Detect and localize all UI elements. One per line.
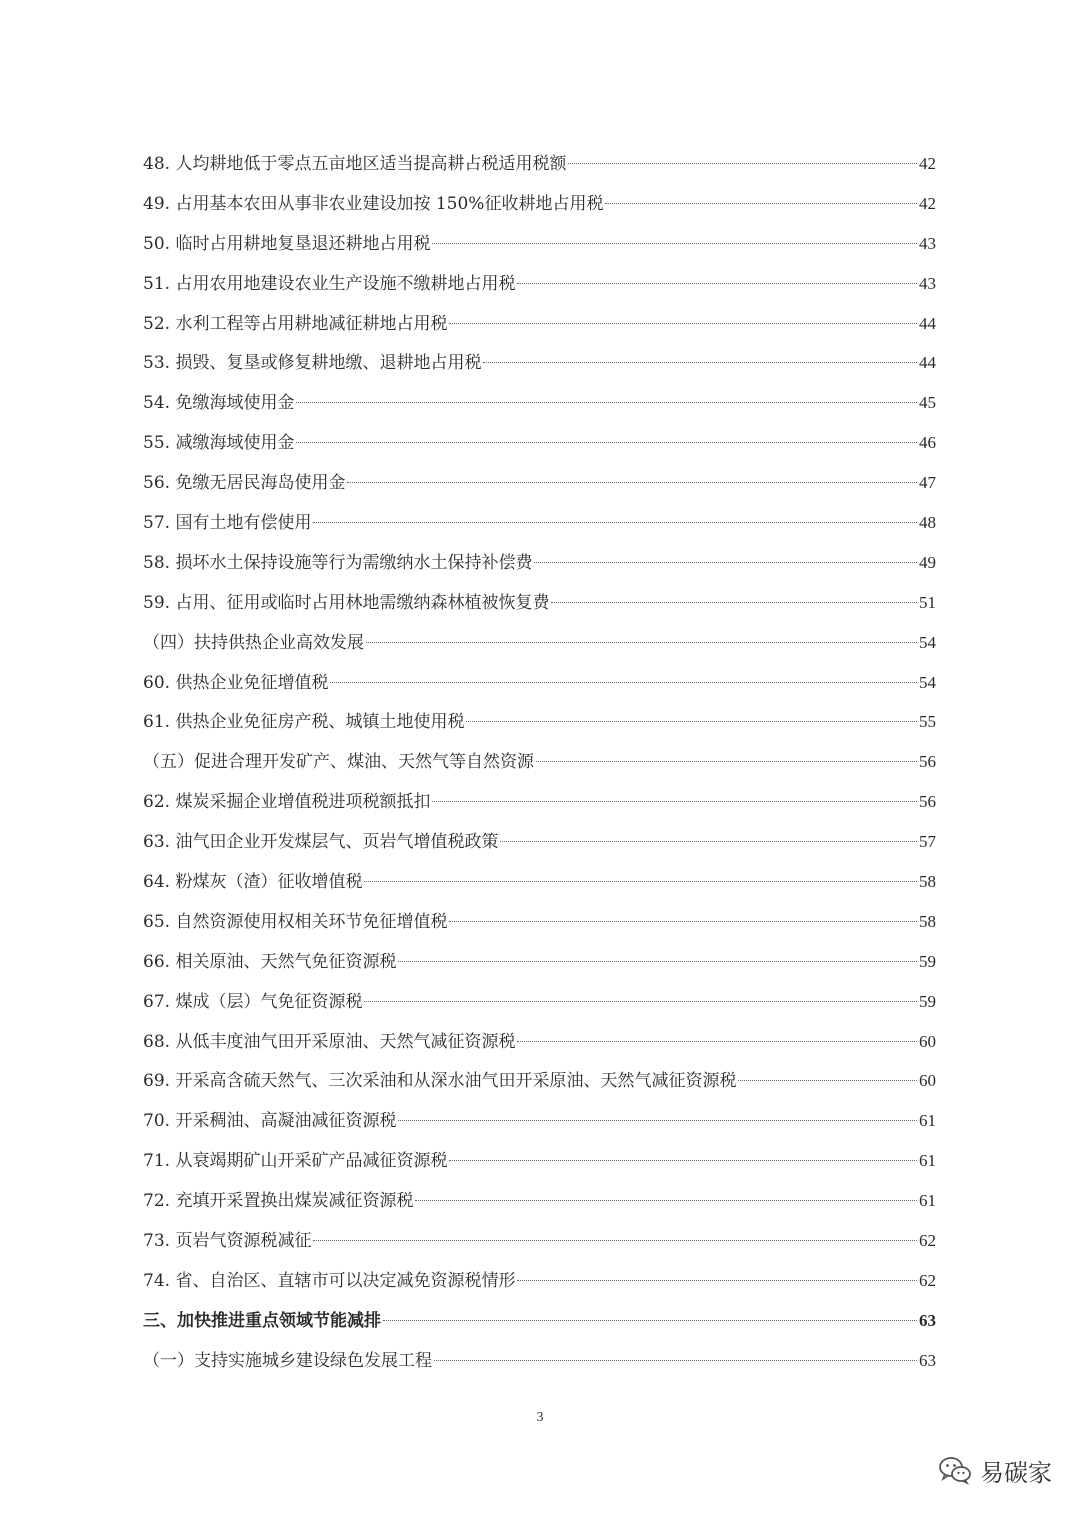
toc-row[interactable]	[143, 144, 936, 184]
toc-title: 51. 占用农用地建设农业生产设施不缴耕地占用税	[143, 273, 516, 294]
toc-title: 58. 损坏水土保持设施等行为需缴纳水土保持补偿费	[143, 552, 533, 573]
toc-page-number: 62	[919, 1270, 936, 1290]
dot-leader	[296, 442, 917, 443]
toc-page-number: 43	[919, 273, 936, 293]
toc-page-number: 58	[919, 872, 936, 892]
dot-leader	[434, 1360, 917, 1361]
dot-leader	[500, 841, 917, 842]
toc-page-number: 45	[919, 393, 936, 413]
dot-leader	[313, 1240, 917, 1241]
toc-title: 53. 损毁、复垦或修复耕地缴、退耕地占用税	[143, 353, 482, 374]
toc-page-number: 56	[919, 792, 936, 812]
dot-leader	[347, 482, 917, 483]
toc-section-row[interactable]	[143, 1301, 936, 1341]
toc-row[interactable]	[143, 264, 936, 304]
dot-leader	[313, 522, 917, 523]
toc-subsection-row[interactable]	[143, 742, 936, 782]
toc-row[interactable]	[143, 503, 936, 543]
dot-leader	[517, 1041, 917, 1042]
toc-page-number: 51	[919, 592, 936, 612]
toc-row[interactable]	[143, 543, 936, 583]
dot-leader	[449, 1160, 917, 1161]
toc-title: 54. 免缴海域使用金	[143, 393, 295, 414]
dot-leader	[466, 721, 917, 722]
dot-leader	[364, 1001, 917, 1002]
dot-leader	[738, 1080, 917, 1081]
toc-row[interactable]	[143, 862, 936, 902]
toc-title: 68. 从低丰度油气田开采原油、天然气减征资源税	[143, 1031, 516, 1052]
toc-title: 57. 国有土地有偿使用	[143, 513, 312, 534]
toc-page-number: 61	[919, 1191, 936, 1211]
dot-leader	[432, 801, 917, 802]
toc-row[interactable]	[143, 304, 936, 344]
toc-page-number: 58	[919, 911, 936, 931]
toc-page-number: 42	[919, 193, 936, 213]
toc-title: 55. 减缴海域使用金	[143, 433, 295, 454]
toc-row[interactable]	[143, 822, 936, 862]
toc-subsection-row[interactable]	[143, 1341, 936, 1381]
toc-row[interactable]	[143, 343, 936, 383]
toc-page-number: 60	[919, 1071, 936, 1091]
toc-row[interactable]	[143, 423, 936, 463]
toc-row[interactable]	[143, 583, 936, 623]
toc-row[interactable]	[143, 1061, 936, 1101]
toc-page-number: 49	[919, 552, 936, 572]
toc-page-number: 61	[919, 1151, 936, 1171]
toc-row[interactable]	[143, 702, 936, 742]
dot-leader	[568, 163, 917, 164]
toc-title: 61. 供热企业免征房产税、城镇土地使用税	[143, 712, 465, 733]
toc-page-number: 63	[919, 1350, 936, 1370]
toc-row[interactable]	[143, 902, 936, 942]
page-number: 3	[536, 1410, 544, 1425]
toc-page-number: 55	[919, 712, 936, 732]
toc-page-number: 63	[919, 1310, 936, 1330]
toc-page-number: 56	[919, 752, 936, 772]
toc-title: 49. 占用基本农田从事非农业建设加按 150%征收耕地占用税	[143, 193, 604, 214]
toc-page-number: 44	[919, 313, 936, 333]
toc-row[interactable]	[143, 1181, 936, 1221]
toc-row[interactable]	[143, 942, 936, 982]
toc-title: 62. 煤炭采掘企业增值税进项税额抵扣	[143, 792, 431, 813]
dot-leader	[517, 1280, 917, 1281]
toc-page-number: 60	[919, 1031, 936, 1051]
toc-row[interactable]	[143, 224, 936, 264]
toc-row[interactable]	[143, 1261, 936, 1301]
toc-page-number: 59	[919, 951, 936, 971]
dot-leader	[398, 961, 917, 962]
toc-row[interactable]	[143, 1022, 936, 1062]
toc-page-number: 47	[919, 473, 936, 493]
toc-title: 52. 水利工程等占用耕地减征耕地占用税	[143, 313, 448, 334]
dot-leader	[330, 682, 917, 683]
toc-page-number: 44	[919, 353, 936, 373]
toc-row[interactable]	[143, 184, 936, 224]
toc-page-number: 57	[919, 832, 936, 852]
watermark-text: 易碳家	[980, 1458, 1052, 1487]
toc-title: 74. 省、自治区、直辖市可以决定减免资源税情形	[143, 1270, 516, 1291]
dot-leader	[534, 562, 917, 563]
toc-title: （四）扶持供热企业高效发展	[143, 632, 364, 653]
toc-page-number: 48	[919, 513, 936, 533]
toc-title: 59. 占用、征用或临时占用林地需缴纳森林植被恢复费	[143, 592, 550, 613]
toc-row[interactable]	[143, 463, 936, 503]
toc-row[interactable]	[143, 1221, 936, 1261]
wechat-icon	[938, 1455, 972, 1485]
toc-page-number: 54	[919, 672, 936, 692]
toc-title: 71. 从衰竭期矿山开采矿产品减征资源税	[143, 1151, 448, 1172]
dot-leader	[449, 323, 917, 324]
toc-title: 69. 开采高含硫天然气、三次采油和从深水油气田开采原油、天然气减征资源税	[143, 1071, 737, 1092]
toc-title: 60. 供热企业免征增值税	[143, 672, 329, 693]
toc-title: （一）支持实施城乡建设绿色发展工程	[143, 1350, 432, 1371]
dot-leader	[432, 243, 917, 244]
toc-page-number: 61	[919, 1111, 936, 1131]
dot-leader	[296, 402, 917, 403]
toc-page-number: 59	[919, 991, 936, 1011]
toc-title: 48. 人均耕地低于零点五亩地区适当提高耕占税适用税额	[143, 154, 567, 174]
toc-row[interactable]	[143, 383, 936, 423]
dot-leader	[517, 283, 917, 284]
dot-leader	[398, 1120, 917, 1121]
toc-title: 50. 临时占用耕地复垦退还耕地占用税	[143, 233, 431, 254]
dot-leader	[383, 1320, 917, 1321]
toc-page-number: 46	[919, 433, 936, 453]
toc-title: 65. 自然资源使用权相关环节免征增值税	[143, 911, 448, 932]
toc-row[interactable]	[143, 1101, 936, 1141]
toc-title: 64. 粉煤灰（渣）征收增值税	[143, 872, 363, 893]
dot-leader	[415, 1200, 917, 1201]
toc-row[interactable]	[143, 663, 936, 703]
toc-title: 63. 油气田企业开发煤层气、页岩气增值税政策	[143, 832, 499, 853]
toc-title: （五）促进合理开发矿产、煤油、天然气等自然资源	[143, 752, 534, 773]
toc-title: 73. 页岩气资源税减征	[143, 1231, 312, 1252]
toc-page-number: 62	[919, 1231, 936, 1251]
table-of-contents	[143, 144, 936, 1381]
dot-leader	[449, 921, 917, 922]
dot-leader	[366, 642, 917, 643]
toc-title: 72. 充填开采置换出煤炭减征资源税	[143, 1191, 414, 1212]
toc-row[interactable]	[143, 782, 936, 822]
toc-title: 67. 煤成（层）气免征资源税	[143, 991, 363, 1012]
dot-leader	[483, 362, 917, 363]
toc-title: 三、加快推进重点领域节能减排	[143, 1310, 381, 1331]
toc-title: 66. 相关原油、天然气免征资源税	[143, 951, 397, 972]
dot-leader	[364, 881, 917, 882]
toc-page-number: 43	[919, 233, 936, 253]
toc-page-number: 54	[919, 632, 936, 652]
toc-row[interactable]	[143, 982, 936, 1022]
toc-title: 70. 开采稠油、高凝油减征资源税	[143, 1111, 397, 1132]
toc-title: 56. 免缴无居民海岛使用金	[143, 473, 346, 494]
dot-leader	[605, 203, 917, 204]
toc-page-number: 42	[919, 154, 936, 173]
dot-leader	[536, 761, 917, 762]
watermark	[938, 1450, 1052, 1490]
toc-subsection-row[interactable]	[143, 623, 936, 663]
toc-row[interactable]	[143, 1141, 936, 1181]
dot-leader	[551, 602, 917, 603]
